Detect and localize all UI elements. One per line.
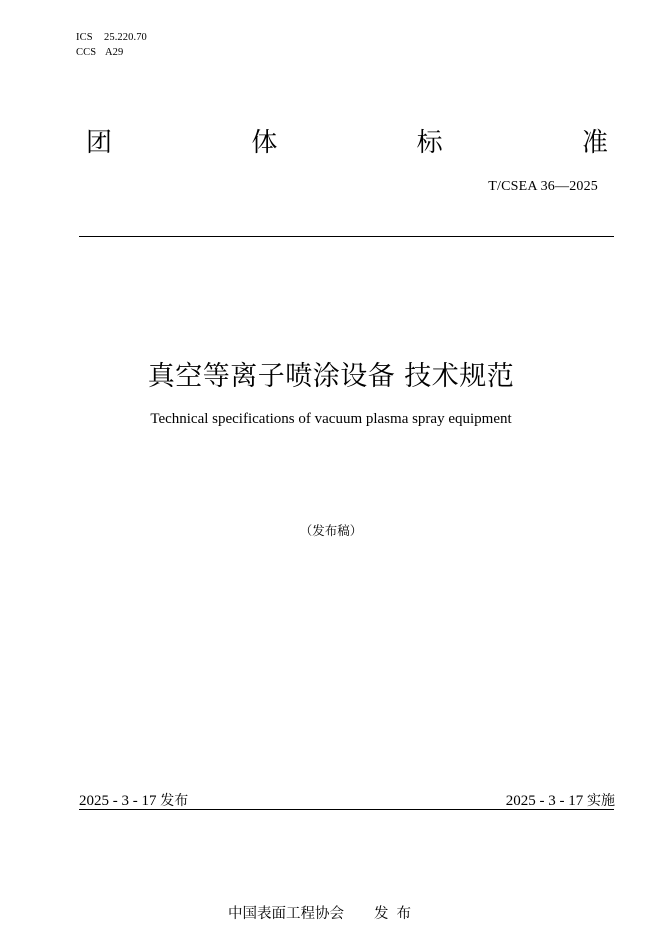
standard-type-char: 准 — [581, 128, 608, 158]
publish-date: 2025 - 3 - 17 — [79, 793, 157, 809]
implement-date: 2025 - 3 - 17 — [505, 793, 584, 809]
ics-label: ICS — [76, 32, 93, 43]
ccs-value: A29 — [105, 47, 124, 58]
publish-date-line — [79, 790, 188, 810]
standard-type-char: 体 — [251, 128, 278, 158]
publisher-verb: 发布 — [374, 906, 419, 922]
header-divider — [79, 236, 614, 237]
draft-status: （发布稿） — [299, 523, 363, 538]
publish-label: 发布 — [160, 793, 189, 809]
publisher-name: 中国表面工程协会 — [228, 906, 344, 922]
footer-divider — [79, 809, 614, 810]
standard-type-char: 标 — [416, 128, 443, 158]
implement-date-line — [506, 790, 615, 810]
ics-line — [76, 31, 147, 45]
title-chinese: 真空等离子喷涂设备 技术规范 — [147, 361, 515, 392]
ccs-label: CCS — [76, 47, 97, 58]
publisher-line — [228, 902, 419, 923]
ics-value: 25.220.70 — [104, 32, 147, 43]
standard-type-heading — [86, 126, 608, 160]
standard-code: T/CSEA 36—2025 — [488, 179, 598, 194]
title-english: Technical specifications of vacuum plasma spray equipment — [150, 411, 512, 427]
ccs-line — [76, 46, 123, 60]
standard-type-char: 团 — [86, 128, 113, 158]
implement-label: 实施 — [587, 793, 615, 809]
